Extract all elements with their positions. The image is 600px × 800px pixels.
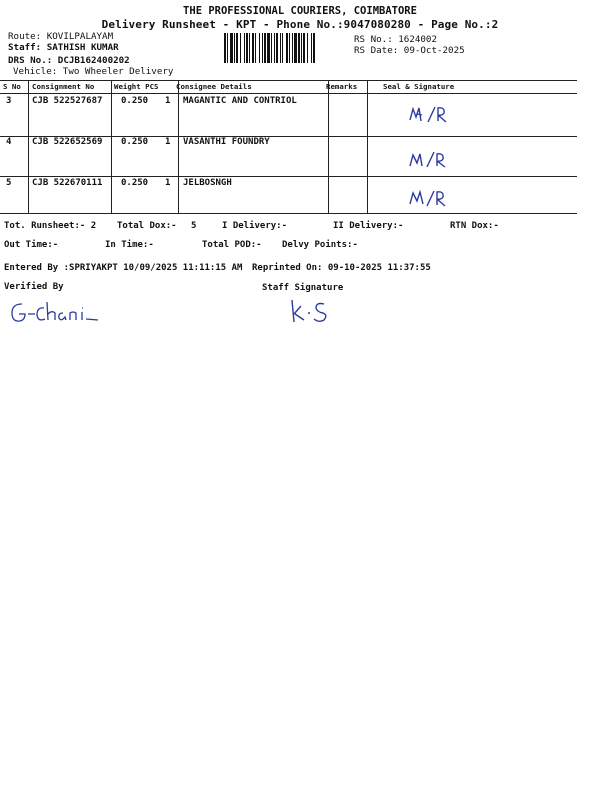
barcode-bar	[282, 33, 283, 63]
barcode-bar	[262, 33, 263, 63]
drs-number: DRS No.: DCJB162400202	[8, 55, 130, 66]
route-text: Route: KOVILPALAYAM	[8, 31, 114, 42]
col-header-weight-pcs: Weight PCS	[114, 82, 159, 91]
row-consignee: JELBOSNGH	[183, 178, 232, 188]
header-bottom-rule	[0, 93, 577, 94]
entered-by: Entered By :SPRIYAKPT 10/09/2025 11:11:15 AM	[4, 263, 243, 273]
col-header-consignment: Consignment No	[32, 82, 95, 91]
row-consignee: MAGANTIC AND CONTRIOL	[183, 96, 297, 106]
row-sno: 4	[6, 137, 12, 147]
barcode-bar	[246, 33, 248, 63]
col-divider	[328, 81, 329, 213]
barcode-bar	[289, 33, 290, 63]
staff-text: Staff: SATHISH KUMAR	[8, 42, 119, 53]
barcode-bar	[234, 33, 235, 63]
row-pcs: 1	[165, 137, 171, 147]
row-pcs: 1	[165, 96, 171, 106]
col-header-seal-signature: Seal & Signature	[383, 82, 455, 91]
barcode-bar	[294, 33, 297, 63]
row-signature-mark	[406, 149, 458, 171]
col-header-consignee: Consignee Details	[176, 82, 252, 91]
staff-signature	[288, 296, 338, 326]
col-divider	[178, 81, 179, 213]
barcode-bar	[301, 33, 302, 63]
runsheet-title: Delivery Runsheet - KPT - Phone No.:9047080280 - Page No.:2	[101, 18, 499, 31]
row-signature-mark	[406, 188, 458, 210]
row-pcs: 1	[165, 178, 171, 188]
total-dox-label: Total Dox:-	[117, 221, 177, 231]
total-dox-value: 5	[191, 221, 197, 231]
barcode-bar	[276, 33, 278, 63]
barcode-bar	[303, 33, 305, 63]
reprinted-on: Reprinted On: 09-10-2025 11:37:55	[252, 263, 431, 273]
barcode-bar	[255, 33, 256, 63]
barcode-bar	[264, 33, 266, 63]
barcode-bar	[280, 33, 281, 63]
barcode-bar	[249, 33, 250, 63]
barcode-bar	[259, 33, 260, 63]
company-title: THE PROFESSIONAL COURIERS, COIMBATORE	[183, 5, 417, 17]
delvy-points-label: Delvy Points:-	[282, 240, 358, 250]
barcode-bar	[311, 33, 312, 63]
row-weight: 0.250	[121, 178, 149, 188]
row-weight: 0.250	[121, 96, 149, 106]
col-divider	[111, 81, 112, 213]
verified-by-label: Verified By	[4, 282, 64, 292]
runsheet-table	[0, 80, 577, 214]
col-divider	[28, 81, 29, 213]
row-consignment-no: CJB 522527687	[32, 96, 103, 106]
row-consignment-no: CJB 522670111	[32, 178, 103, 188]
barcode-bar	[292, 33, 293, 63]
barcode-bar	[236, 33, 238, 63]
barcode-bar	[298, 33, 300, 63]
barcode-bar	[224, 33, 226, 63]
barcode-bar	[313, 33, 315, 63]
barcode-bar	[252, 33, 254, 63]
row-signature-mark	[406, 104, 458, 126]
barcode-bar	[244, 33, 245, 63]
row-sno: 5	[6, 178, 12, 188]
rs-date: RS Date: 09-Oct-2025	[354, 45, 465, 56]
total-pod-label: Total POD:-	[202, 240, 262, 250]
out-time-label: Out Time:-	[4, 240, 59, 250]
verified-by-signature	[8, 298, 103, 328]
barcode-bar	[271, 33, 272, 63]
rtn-dox-label: RTN Dox:-	[450, 221, 499, 231]
row-sno: 3	[6, 96, 12, 106]
table-top-rule	[0, 80, 577, 81]
row-weight: 0.250	[121, 137, 149, 147]
col-divider	[367, 81, 368, 213]
col-header-remarks: Remarks	[326, 82, 358, 91]
barcode-bar	[307, 33, 308, 63]
table-bottom-rule	[0, 213, 577, 214]
row-consignment-no: CJB 522652569	[32, 137, 103, 147]
barcode-image	[224, 33, 350, 63]
barcode-bar	[267, 33, 270, 63]
staff-signature-label: Staff Signature	[262, 283, 344, 293]
tot-runsheet: Tot. Runsheet:- 2	[4, 221, 97, 231]
barcode-bar	[230, 33, 233, 63]
ii-delivery-label: II Delivery:-	[333, 221, 404, 231]
barcode-bar	[240, 33, 241, 63]
rs-number: RS No.: 1624002	[354, 34, 437, 45]
row-divider	[0, 176, 577, 177]
i-delivery-label: I Delivery:-	[222, 221, 288, 231]
vehicle-text: Vehicle: Two Wheeler Delivery	[13, 66, 174, 77]
barcode-bar	[274, 33, 275, 63]
col-header-sno: S No	[3, 82, 21, 91]
barcode-bar	[286, 33, 288, 63]
barcode-bar	[227, 33, 228, 63]
row-consignee: VASANTHI FOUNDRY	[183, 137, 270, 147]
in-time-label: In Time:-	[105, 240, 154, 250]
